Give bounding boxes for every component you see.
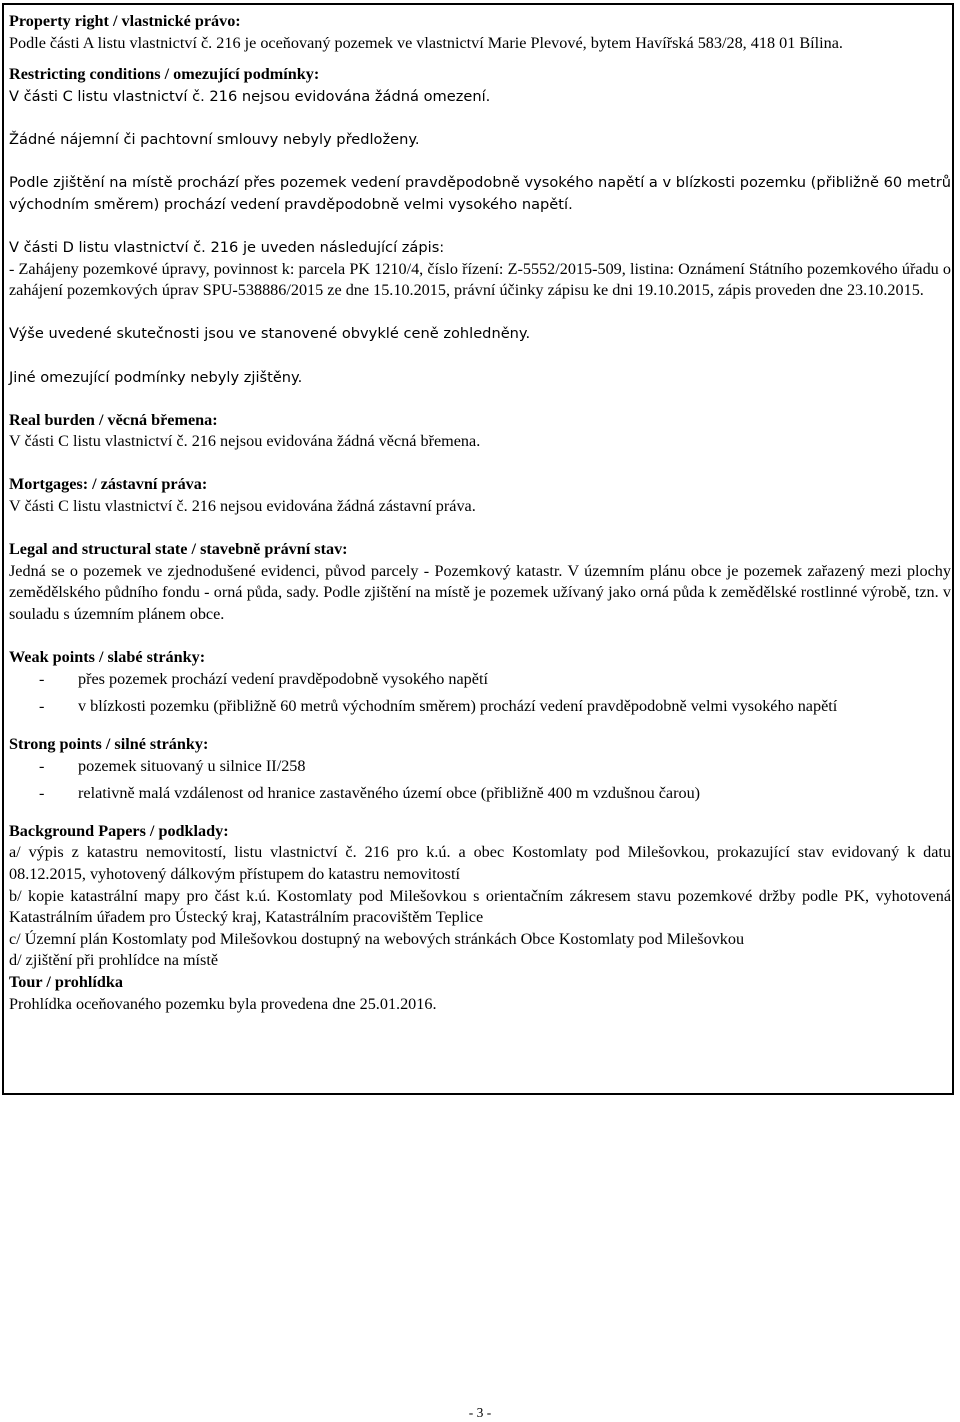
restricting-text-7: Jiné omezující podmínky nebyly zjištěny. — [9, 368, 303, 386]
weak-points-list — [9, 669, 951, 718]
strong-points-list — [9, 756, 951, 805]
restricting-text-6: Výše uvedené skutečnosti jsou ve stanovené obvyklé ceně zohledněny. — [9, 325, 531, 343]
background-item-b: b/ kopie katastrální mapy pro část k.ú. Kostomlaty pod Milešovkou s orientačním zákresem stavu pozemkové držby podle PK, vyhotovená Katastrálním úřadem pro Ústecký kraj, Katastrálním pracovištěm Teplice — [9, 886, 951, 927]
page-number: - 3 - — [468, 1405, 492, 1420]
real-burden-heading: Real burden / věcná břemena: — [9, 410, 218, 429]
list-item: - v blízkosti pozemku (přibližně 60 metrů východním směrem) prochází vedení pravděpodobně velmi vysokého napětí — [39, 697, 838, 716]
real-burden-text: V části C listu vlastnictví č. 216 nejsou evidována žádná věcná břemena. — [9, 432, 481, 451]
tour-text: Prohlídka oceňovaného pozemku byla provedena dne 25.01.2016. — [9, 994, 437, 1013]
restricting-text-5: - Zahájeny pozemkové úpravy, povinnost k: parcela PK 1210/4, číslo řízení: Z-5552/2015-509, listina: Oznámení Státního pozemkového úřadu o zahájení pozemkových úprav SPU-538886/2015 ze dne 15.10.2015, právní účinky zápisu ke dni 19.10.2015, zápis proveden dne 23.10.2015. — [9, 259, 951, 300]
background-item-a: a/ výpis z katastru nemovitostí, listu vlastnictví č. 216 pro k.ú. a obec Kostomlaty pod Milešovkou, prokazující stav evidovaný k datu 08.12.2015, vyhotovený dálkovým přístupem do katastru nemovitostí — [9, 843, 951, 883]
document-body — [9, 11, 951, 1015]
restricting-heading: Restricting conditions / omezující podmínky: — [9, 65, 320, 84]
mortgages-text: V části C listu vlastnictví č. 216 nejsou evidována žádná zástavní práva. — [9, 497, 476, 516]
restricting-text-3: Podle zjištění na místě prochází přes pozemek vedení pravděpodobně vysokého napětí a v blízkosti pozemku (přibližně 60 metrů východním směrem) prochází vedení pravděpodobně velmi vysokého napětí. — [9, 174, 951, 213]
property-right-text: Podle části A listu vlastnictví č. 216 je oceňovaný pozemek ve vlastnictví Marie Plevové, bytem Havířská 583/28, 418 01 Bílina. — [9, 33, 843, 52]
restricting-text-2: Žádné nájemní či pachtovní smlouvy nebyly předloženy. — [9, 130, 420, 148]
property-right-heading: Property right / vlastnické právo: — [9, 12, 241, 30]
tour-heading: Tour / prohlídka — [9, 972, 123, 991]
legal-state-heading: Legal and structural state / stavebně právní stav: — [9, 540, 348, 559]
strong-points-heading: Strong points / silné stránky: — [9, 735, 209, 753]
background-item-c: c/ Územní plán Kostomlaty pod Milešovkou dostupný na webových stránkách Obce Kostomlaty pod Milešovkou — [9, 929, 745, 948]
restricting-text-1: V části C listu vlastnictví č. 216 nejsou evidována žádná omezení. — [9, 87, 491, 105]
legal-state-text: Jedná se o pozemek ve zjednodušené evidenci, původ parcely - Pozemkový katastr. V územním plánu obce je pozemek zařazený mezi plochy zemědělského půdního fondu - orná půda, sady. Podle zjištění na místě je pozemek užívaný jako orná půda k zemědělské rostlinné výrobě, tzn. v souladu s územním plánem obce. — [9, 561, 951, 624]
list-item: - pozemek situovaný u silnice II/258 — [39, 756, 306, 775]
mortgages-heading: Mortgages: / zástavní práva: — [9, 475, 208, 494]
background-heading: Background Papers / podklady: — [9, 821, 229, 840]
list-item: - relativně malá vzdálenost od hranice zastavěného území obce (přibližně 400 m vzdušnou čarou) — [39, 784, 701, 803]
weak-points-heading: Weak points / slabé stránky: — [9, 648, 206, 667]
restricting-text-4: V části D listu vlastnictví č. 216 je uveden následující zápis: — [9, 238, 445, 256]
list-item: - přes pozemek prochází vedení pravděpodobně vysokého napětí — [39, 669, 488, 688]
background-item-d: d/ zjištění při prohlídce na místě — [9, 951, 219, 970]
